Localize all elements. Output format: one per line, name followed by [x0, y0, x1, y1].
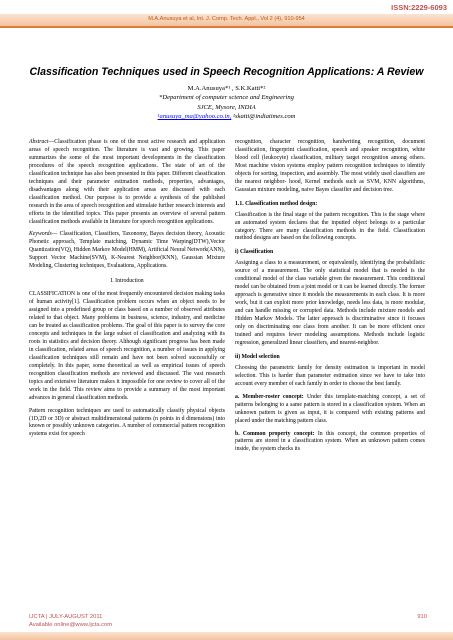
left-column	[29, 139, 225, 444]
running-head: M.A.Anusuya et al, Int. J. Comp. Tech. Appl., Vol 2 (4), 910-954	[148, 16, 305, 22]
subsection-heading-model-selection: ii) Model selection	[235, 353, 280, 360]
abstract-heading: Abstract	[29, 139, 49, 145]
intro-lead-word: CLASSIFICATION	[29, 291, 76, 298]
right-paragraph-3: Assigning a class to a measurement, or equivalently, identifying the probabilistic source of a measurement. The only statistical model that is needed is the conditional model of the class variable given the measurement. This conditional model can be obtained from a joint model or it can be learned directly. The former approach is generative since it models the measurements in each class. It is more work, but it can exploit more prior knowledge, needs less data, is more modular, and can handle missing or corrupted data. Methods include mixture models and Hidden Markov Models. The latter approach is discriminative since it focuses only on discriminating one class from another. It can be more efficient once trained and requires fewer modeling assumptions. Methods include logistic regression, generalized linear classifiers, and nearest-neighbor.	[235, 260, 425, 346]
keywords-heading: Keywords	[29, 231, 52, 238]
intro-paragraph-2: Pattern recognition techniques are used to automatically classify physical objects (1D,2D or 3D) or abstract multidimensional patterns (n points in d dimensions) into known or possibly unknown categories. A number of commercial pattern recognition systems exist for speech	[29, 407, 225, 438]
author-block	[0, 84, 453, 122]
member-roster-body: Under this template-matching concept, a set of patterns belonging to a same pattern is stored in a classification system. When an unknown pattern is given as input, it is compared with existing patterns and placed under the matching pattern class.	[235, 393, 425, 424]
author-emails	[0, 112, 453, 121]
right-paragraph-4: Choosing the parametric family for density estimation is important in model selection. This is harder than parameter estimation since we have to take into account every member of each family in order to choose the best family.	[235, 364, 425, 387]
subsection-heading-design: 1.1. Classification method design:	[235, 200, 318, 207]
section-heading-introduction: I. Introduction	[110, 278, 144, 285]
email-link-1[interactable]: ¹anusuya_ma@yahoo.co.in,	[157, 113, 232, 121]
keywords-body: — Classification, Classifiers, Taxonomy, Bayes decision theory, Acoustic Phonetic approach, Template matching, Dynamic Time Warping(DTW),Vector Quantization(VQ), Hidden Markov Model(HMM), Artificial Neural Network(ANN), Support Vector Machine(SVM), K-Nearest Neighbor(KNN), Gaussian Mixture Modeling, Clustering techniques, Evaluations, Applications.	[29, 231, 225, 270]
member-roster-heading: a. Member-roster concept:	[235, 393, 304, 400]
issn-label: ISSN:2229-6093	[391, 3, 447, 12]
common-property-body: In this concept, the common properties of patterns are stored in a classification system. When an unknown pattern comes inside, the system checks its	[235, 430, 425, 453]
author-institution: SJCE, Mysore, INDIA	[197, 103, 256, 111]
page-number: 910	[417, 614, 427, 620]
intro-paragraph-1	[29, 291, 225, 402]
keywords	[29, 231, 225, 271]
author-names: M.A.Anusuya*¹ , S.K.Katti*²	[187, 85, 266, 92]
right-paragraph-5	[235, 394, 425, 426]
right-column	[235, 139, 425, 459]
right-paragraph-2: Classification is the final stage of the pattern recognition. This is the stage where an automated system declares that the inputted object belongs to a particular category. There are many classification methods in the field. Classification method designs are based on the following concepts.	[235, 211, 425, 242]
footer-band	[0, 632, 453, 640]
abstract	[29, 139, 225, 226]
abstract-body: —Classification phase is one of the most active research and application areas of speech recognition. The literature is vast and growing. This paper summarizes the some of the most important developments in the classification procedures of the speech recognition applications. The state of art of the classification technique has also been presented in this paper. Different classification techniques and their parameter estimation methods, properties, advantages, disadvantages along with their application areas are discussed with each classification method. Our purpose is to provide a synthesis of the published research in the area of speech recognition and stimulate further research interests and efforts in the identified topics. This paper presents an overview of several pattern classification methods available in literature for speech recognition applications.	[29, 139, 225, 225]
email-2: ²skatti@indiatimes.com	[233, 113, 296, 121]
intro-paragraph-1-body: is one of the most frequently encountered decision making tasks of human activity[1]. Classification problem occurs when an object needs to be assigned into a predefined group or class based on a number of observed attributes related to that object. Many problems in business, science, industry, and medicine can be treated as classification problems. The goal of this paper is to survey the core concepts and techniques in the large subset of classification and analyzing with its roots in statistics and decision theory. Although significant progress has been made in classification, related areas of speech recognition, a number of issues in applying classification techniques still remain and have not been solved successfully or completely. In this paper, some theoretical as well as empirical issues of speech recognition classification methods are reviewed and discussed. The vast research topics and extensive literature makes it impossible for one review to cover all of the work in the field. This review aims to provide a summary of the most important advances in general classification methods.	[29, 291, 225, 401]
common-property-heading: b. Common property concept:	[235, 430, 315, 437]
paper-title: Classification Techniques used in Speech Recognition Applications: A Review	[29, 66, 424, 78]
footer-journal-info	[29, 613, 112, 629]
header-rule	[0, 26, 453, 28]
footer-journal: IJCTA | JULY-AUGUST 2011	[29, 614, 103, 620]
right-paragraph-1: recognition, character recognition, handwriting recognition, document classification, fingerprint classification, speech and speaker recognition, white blood cell (leukocyte) classification, military target recognition among others. Most machine vision systems employ pattern recognition techniques to identify objects for sorting, inspection, and assembly. The most widely used classifiers are the nearest neighbor- hood, Kernel methods such as SVM, KNN algorithms, Gaussian mixture modeling, naive Bayes classifier and decision tree.	[235, 139, 425, 193]
right-paragraph-6	[235, 431, 425, 455]
subsection-heading-classification: i) Classification	[235, 249, 274, 256]
footer-site-link[interactable]: Available online@www.ijcta.com	[29, 622, 113, 628]
author-affiliation: *Department of computer science and Engineering	[159, 94, 294, 102]
